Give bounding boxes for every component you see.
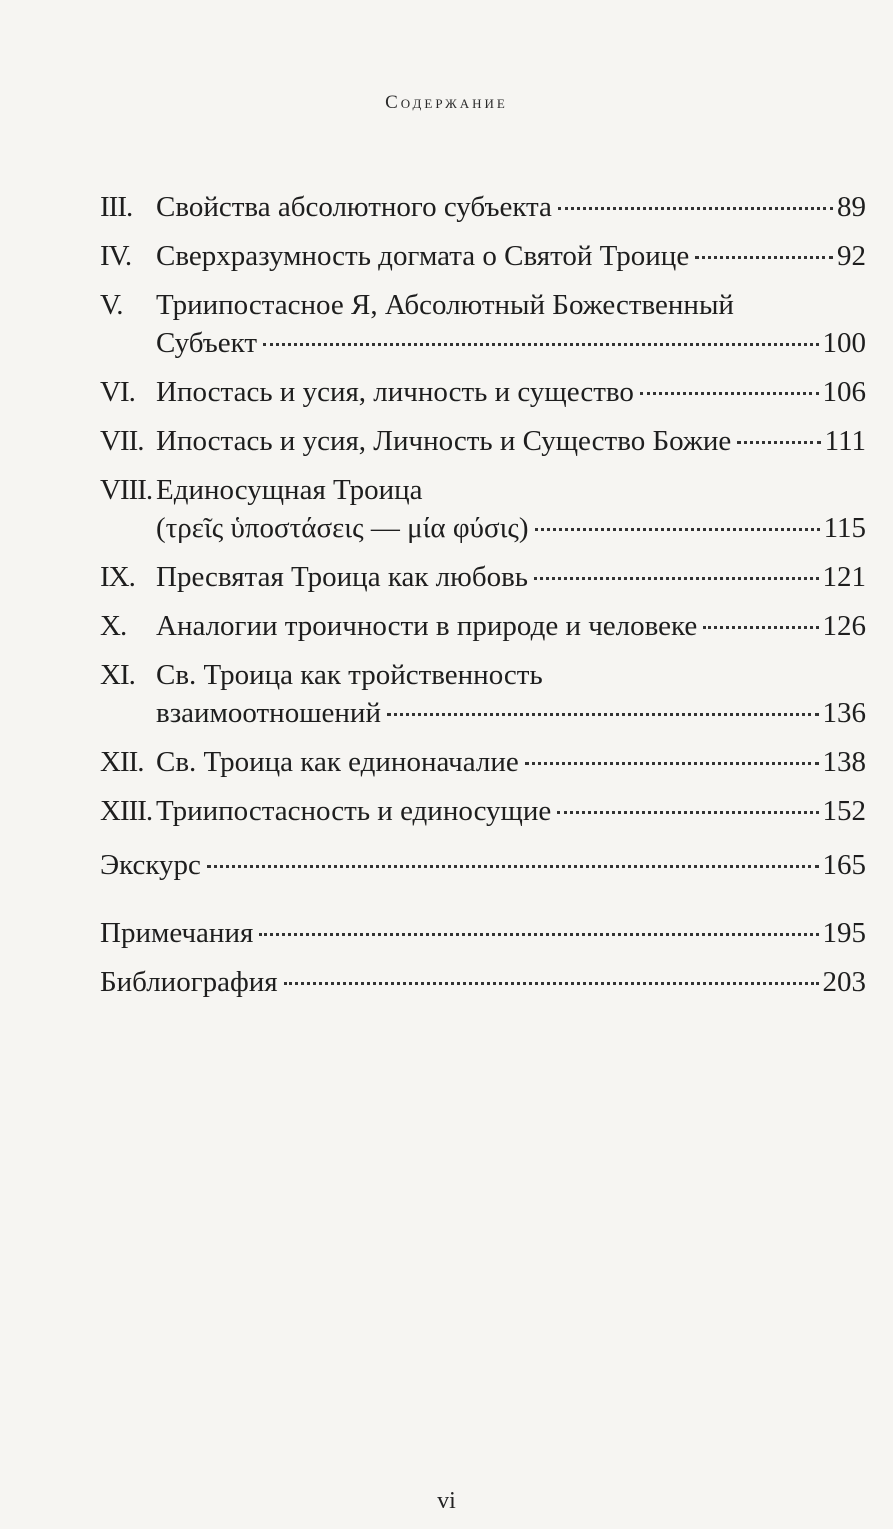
toc-entry-bibliography[interactable] [100, 963, 866, 1001]
table-of-contents [100, 188, 866, 1012]
chapter-title-continued: (τρεῖς ὑποστάσεις — μία φύσις) [156, 512, 529, 544]
chapter-number: VIII. [100, 474, 153, 506]
chapter-number: III. [100, 191, 133, 223]
toc-entry[interactable] [100, 422, 866, 460]
chapter-title: Св. Троица как единоначалие [156, 746, 519, 778]
dot-leader [207, 865, 819, 868]
chapter-title: Триипостасность и единосущие [156, 795, 552, 827]
running-head: Содержание [385, 92, 508, 113]
toc-entry-notes[interactable] [100, 914, 866, 952]
chapter-number: V. [100, 289, 123, 321]
dot-leader [557, 811, 818, 814]
page-number: 203 [822, 966, 866, 998]
page-number: 195 [822, 917, 866, 949]
chapter-number: IV. [100, 240, 132, 272]
toc-entry[interactable] [100, 743, 866, 781]
toc-entry[interactable] [100, 188, 866, 226]
chapter-number: VI. [100, 376, 135, 408]
page-number: 136 [822, 697, 866, 729]
page-number: 152 [822, 795, 866, 827]
chapter-title: Триипостасное Я, Абсолютный Божественный [156, 289, 734, 321]
chapter-title: Свойства абсолютного субъекта [156, 191, 552, 223]
dot-leader [263, 343, 818, 346]
page-number: 115 [823, 512, 866, 544]
chapter-number: X. [100, 610, 127, 642]
chapter-title: Сверхразумность догмата о Святой Троице [156, 240, 690, 272]
toc-entry[interactable] [100, 558, 866, 596]
chapter-number: XI. [100, 659, 135, 691]
dot-leader [640, 392, 819, 395]
dot-leader [535, 528, 820, 531]
page-number: 138 [822, 746, 866, 778]
toc-entry[interactable] [100, 792, 866, 830]
page-number: 106 [822, 376, 866, 408]
page-number: 111 [824, 425, 866, 457]
toc-entry-excursus[interactable] [100, 846, 866, 884]
toc-entry[interactable] [100, 237, 866, 275]
page-number: 165 [822, 849, 866, 881]
chapter-title-continued: Субъект [156, 327, 258, 359]
chapter-title: Св. Троица как тройственность [156, 659, 543, 691]
dot-leader [259, 933, 818, 936]
dot-leader [284, 982, 819, 985]
toc-entry[interactable] [100, 286, 866, 362]
toc-entry[interactable] [100, 607, 866, 645]
page-number: 121 [822, 561, 866, 593]
section-title: Экскурс [100, 849, 201, 881]
page-number: 100 [822, 327, 866, 359]
chapter-number: IX. [100, 561, 135, 593]
chapter-number: XII. [100, 746, 144, 778]
page-number: 126 [822, 610, 866, 642]
toc-entry[interactable] [100, 656, 866, 732]
page-number: 89 [837, 191, 866, 223]
toc-entry[interactable] [100, 373, 866, 411]
chapter-number: XIII. [100, 795, 153, 827]
chapter-title-continued: взаимоотношений [156, 697, 381, 729]
dot-leader [387, 713, 819, 716]
dot-leader [703, 626, 818, 629]
chapter-title: Аналогии троичности в природе и человеке [156, 610, 698, 642]
chapter-title: Пресвятая Троица как любовь [156, 561, 528, 593]
page-folio: vi [437, 1488, 456, 1514]
dot-leader [737, 441, 820, 444]
dot-leader [525, 762, 819, 765]
chapter-title: Ипостась и усия, Личность и Существо Божие [156, 425, 732, 457]
chapter-title: Единосущная Троица [156, 474, 423, 506]
section-title: Примечания [100, 917, 254, 949]
dot-leader [558, 207, 833, 210]
dot-leader [534, 577, 819, 580]
section-title: Библиография [100, 966, 278, 998]
chapter-number: VII. [100, 425, 144, 457]
page-number: 92 [837, 240, 866, 272]
dot-leader [695, 256, 833, 259]
toc-entry[interactable] [100, 471, 866, 547]
chapter-title: Ипостась и усия, личность и существо [156, 376, 634, 408]
